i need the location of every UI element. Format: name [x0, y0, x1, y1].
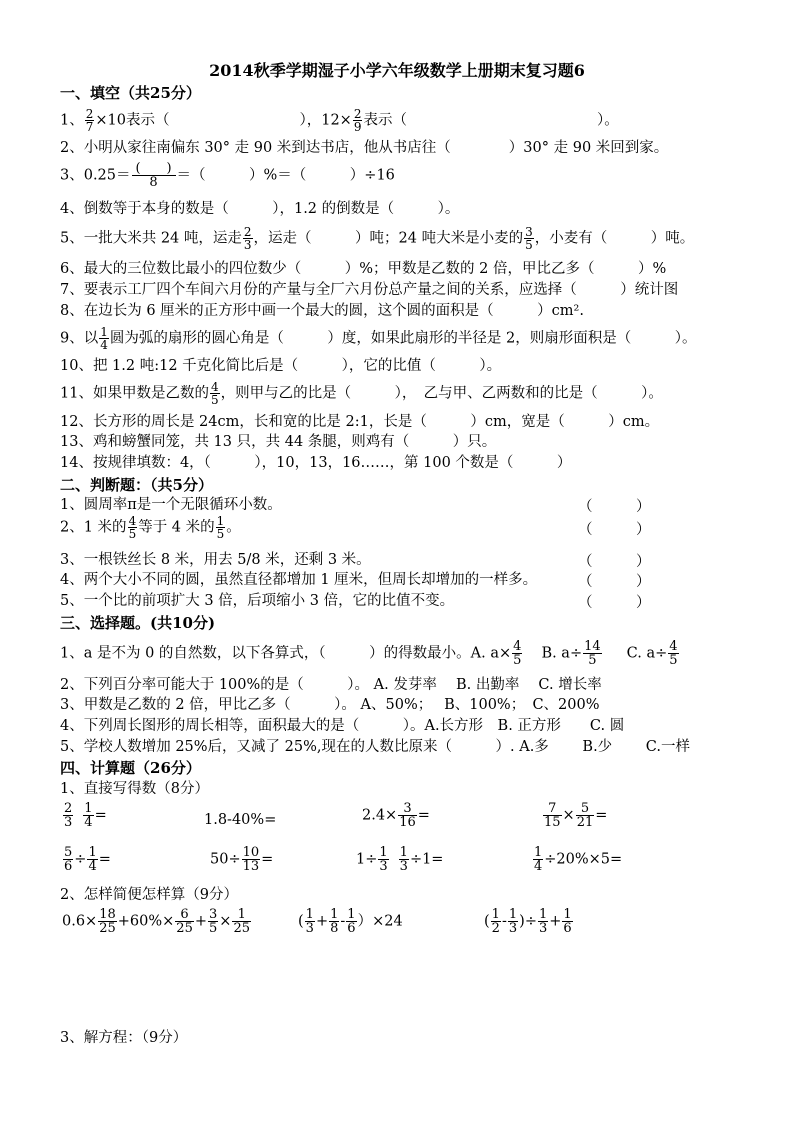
numerator: 18: [99, 907, 116, 922]
q-text: 2、1 米的: [60, 519, 127, 536]
numerator: 1: [491, 907, 500, 922]
subsection-equations: 3、解方程：（9分）: [60, 1030, 188, 1046]
minus-sign: -: [340, 913, 346, 930]
denominator: 13: [242, 859, 260, 874]
question-1-4: 4、倒数等于本身的数是（ ），1.2 的倒数是（ ）。: [60, 201, 460, 217]
fraction: [128, 515, 138, 540]
section-heading-calculation: 四、计算题（26分）: [60, 759, 201, 777]
expr-simplify-2: [298, 908, 403, 935]
expr-1-div-1-3: [356, 846, 443, 873]
denominator: 4: [100, 338, 108, 352]
times-sign: ×: [562, 807, 575, 824]
fraction: [533, 846, 543, 873]
denominator: 15: [544, 815, 561, 830]
q-text: 圆为弧的扇形的圆心角是（ ）度，如果此扇形的半径是 2，则扇形面积是（ ）。: [109, 330, 697, 347]
section-heading-true-false: 二、判断题：（共5分）: [60, 476, 213, 494]
paren: ): [519, 913, 525, 930]
fraction: [305, 908, 315, 935]
times-sign: ×: [219, 913, 232, 930]
q-text: ），12×: [299, 112, 352, 129]
q-text: ，小麦有（ ）吨。: [534, 230, 695, 247]
answer-paren: （ ）: [578, 574, 651, 590]
denominator: 25: [99, 921, 116, 936]
numerator: ( ): [132, 162, 176, 176]
denominator: 8: [330, 921, 339, 936]
numerator: 2: [353, 107, 362, 121]
denominator: 5: [209, 921, 218, 936]
fraction: [175, 908, 194, 935]
denominator: 6: [64, 859, 73, 874]
denominator: 5: [588, 653, 597, 668]
q-text: 50÷: [210, 851, 241, 868]
numerator: 14: [584, 639, 601, 654]
expr-2-4-times: [362, 802, 430, 829]
q-text: +60%×: [117, 913, 175, 930]
fraction: [576, 802, 595, 829]
question-1-8: 8、在边长为 6 厘米的正方形中画一个最大的圆，这个圆的面积是（ ）cm².: [60, 303, 584, 319]
fraction: [87, 846, 97, 873]
question-1-1: [60, 108, 619, 133]
q-text: 等于 4 米的: [138, 519, 215, 536]
denominator: 5: [128, 527, 137, 541]
expr-simplify-3: [484, 908, 574, 935]
question-3-3: 3、甲数是乙数的 2 倍，甲比乙多（ ）。 A、50%； B、100%； C、200%: [60, 697, 600, 713]
denominator: 3: [399, 859, 408, 874]
fraction: [132, 162, 176, 189]
denominator: 3: [305, 921, 314, 936]
q-text: ×10表示（: [95, 112, 170, 129]
answer-paren: （ ）: [578, 595, 651, 611]
fraction: [242, 846, 261, 873]
fraction: [524, 226, 534, 251]
q-text: 9、以: [60, 330, 99, 347]
answer-paren: （ ）: [578, 499, 651, 515]
denominator: 25: [233, 921, 250, 936]
fraction: [216, 515, 226, 540]
question-2-1: 1、圆周率π是一个无限循环小数。: [60, 497, 282, 513]
q-text: ，运走（ ）吨；24 吨大米是小麦的: [253, 230, 524, 247]
question-2-2: [60, 515, 241, 540]
subsection-direct-answer: 1、直接写得数（8分）: [60, 781, 209, 797]
numerator: 3: [525, 225, 533, 239]
denominator: 3: [508, 921, 518, 936]
fraction: [210, 381, 220, 406]
question-1-2: 2、小明从家往南偏东 30° 走 90 米到达书店，他从书店往（ ）30° 走 90 米回到家。: [60, 140, 669, 156]
page-title: 2014秋季学期湿子小学六年级数学上册期末复习题6: [209, 61, 585, 80]
q-text: 3、0.25＝: [60, 167, 131, 184]
answer-paren: （ ）: [578, 522, 651, 538]
denominator: 6: [347, 921, 356, 936]
fraction: [63, 802, 73, 829]
fraction: [99, 326, 109, 351]
numerator: 1: [538, 907, 548, 922]
q-text: 0.6×: [62, 913, 98, 930]
equals: =: [98, 851, 111, 868]
denominator: 3: [538, 921, 548, 936]
q-text: 11、如果甲数是乙数的: [60, 385, 209, 402]
q-text: 1÷: [356, 851, 378, 868]
q-number: 1、: [60, 112, 84, 129]
equals: =: [595, 807, 608, 824]
expr-simplify-1: [62, 908, 252, 935]
fraction: [98, 908, 117, 935]
equals: =: [417, 807, 430, 824]
fraction: [378, 846, 388, 873]
expr-2-3-1-4: [62, 802, 107, 829]
fraction: [491, 908, 501, 935]
denominator: 5: [216, 527, 225, 541]
numerator: 1: [508, 907, 518, 922]
expr-1-8-minus-40: 1.8-40%=: [204, 812, 277, 828]
fraction: [512, 640, 522, 667]
numerator: 5: [576, 802, 595, 816]
paren: (: [298, 913, 304, 930]
numerator: 3: [209, 907, 218, 922]
numerator: 1: [88, 845, 97, 860]
fraction: [353, 108, 363, 133]
numerator: 4: [669, 639, 678, 654]
q-text: ÷1=: [409, 851, 444, 868]
numerator: 2: [64, 801, 73, 816]
q-text: B. a÷: [541, 645, 583, 662]
question-1-5: [60, 226, 694, 251]
equals: =: [94, 807, 107, 824]
numerator: 1: [100, 325, 108, 339]
fraction: [329, 908, 339, 935]
numerator: 1: [399, 845, 408, 860]
fraction: [583, 640, 602, 667]
numerator: 4: [513, 639, 522, 654]
q-text: ＝（ ）%＝（ ）÷16: [176, 167, 395, 184]
subsection-simplify: 2、怎样简便怎样算（9分）: [60, 887, 238, 903]
denominator: 5: [669, 653, 678, 668]
question-1-3: [60, 162, 395, 189]
fraction: [85, 108, 95, 133]
fraction: [398, 802, 417, 829]
q-text: 5、一批大米共 24 吨，运走: [60, 230, 242, 247]
numerator: 4: [128, 514, 137, 528]
numerator: 7: [543, 802, 562, 816]
fraction: [346, 908, 356, 935]
denominator: 6: [563, 921, 572, 936]
numerator: 2: [85, 107, 94, 121]
fraction: [668, 640, 678, 667]
denominator: 25: [176, 921, 193, 936]
question-2-5: 5、一个比的前项扩大 3 倍，后项缩小 3 倍，它的比值不变。: [60, 593, 455, 609]
fraction: [208, 908, 218, 935]
plus-sign: +: [194, 913, 207, 930]
fraction: [508, 908, 518, 935]
plus-sign: +: [549, 913, 562, 930]
denominator: 4: [534, 859, 543, 874]
question-1-11: [60, 381, 663, 406]
denominator: 21: [576, 815, 594, 830]
question-1-13: 13、鸡和螃蟹同笼，共 13 只，共 44 条腿，则鸡有（ ）只。: [60, 434, 497, 450]
fraction: [232, 908, 251, 935]
plus-sign: +: [315, 913, 329, 930]
minus-sign: -: [501, 913, 507, 930]
question-1-9: [60, 326, 696, 351]
question-3-5: 5、学校人数增加 25%后，又减了 25%,现在的人数比原来（ ）. A.多 B.少 C.一样: [60, 739, 690, 755]
denominator: 8: [149, 175, 158, 190]
numerator: 1: [534, 845, 543, 860]
numerator: 6: [175, 908, 194, 922]
expr-5-6-div-1-4: [62, 846, 111, 873]
q-text: ，则甲与乙的比是（ ）， 乙与甲、乙两数和的比是（ ）。: [220, 385, 663, 402]
section-heading-multiple-choice: 三、选择题。(共10分): [60, 614, 216, 632]
question-2-4: 4、两个大小不同的圆，虽然直径都增加 1 厘米，但周长却增加的一样多。: [60, 572, 538, 588]
q-text: 表示（: [363, 112, 407, 129]
q-text: 2.4×: [362, 807, 398, 824]
denominator: 9: [353, 120, 362, 134]
q-text: ）×24: [357, 913, 403, 930]
denominator: 16: [399, 815, 416, 830]
fraction: [562, 908, 572, 935]
q-text: ÷20%×5=: [544, 851, 623, 868]
denominator: 3: [379, 859, 388, 874]
numerator: 1: [563, 907, 572, 922]
numerator: 1: [347, 907, 356, 922]
numerator: 1: [216, 514, 225, 528]
question-1-7: 7、要表示工厂四个车间六月份的产量与全厂六月份总产量之间的关系，应选择（ ）统计图: [60, 282, 679, 298]
numerator: 1: [379, 845, 388, 860]
question-1-14: 14、按规律填数：4，（ ），10，13，16……，第 100 个数是（ ）: [60, 455, 572, 471]
fraction: [543, 802, 562, 829]
q-text: C. a÷: [626, 645, 668, 662]
question-1-10: 10、把 1.2 吨:12 千克化简比后是（ ），它的比值（ ）。: [60, 358, 502, 374]
numerator: 1: [305, 907, 314, 922]
numerator: 5: [64, 845, 73, 860]
denominator: 5: [525, 238, 533, 252]
question-1-12: 12、长方形的周长是 24cm，长和宽的比是 2:1，长是（ ）cm，宽是（ ）cm。: [60, 414, 660, 430]
fraction: [243, 226, 253, 251]
numerator: 1: [84, 801, 93, 816]
numerator: 1: [232, 908, 251, 922]
question-1-6: 6、最大的三位数比最小的四位数少（ ）%；甲数是乙数的 2 倍，甲比乙多（ ）%: [60, 261, 667, 277]
paren: (: [484, 913, 490, 930]
numerator: 4: [210, 380, 219, 394]
answer-paren: （ ）: [578, 554, 651, 570]
numerator: 10: [242, 845, 260, 860]
denominator: 4: [88, 859, 97, 874]
numerator: 2: [243, 225, 252, 239]
divide-sign: ÷: [74, 851, 87, 868]
fraction: [63, 846, 73, 873]
question-3-4: 4、下列周长图形的周长相等，面积最大的是（ ）。A.长方形 B. 正方形 C. 圆: [60, 718, 625, 734]
question-3-1: [60, 640, 680, 667]
denominator: 4: [84, 815, 93, 830]
expr-7-15-times-5-21: [542, 802, 607, 829]
denominator: 5: [513, 653, 522, 668]
expr-1-4-div-20: [532, 846, 622, 873]
expr-50-div: [210, 846, 273, 873]
denominator: 2: [491, 921, 500, 936]
section-heading-fill-blank: 一、填空（共25分）: [60, 84, 201, 102]
denominator: 3: [64, 815, 73, 830]
numerator: 3: [398, 802, 417, 816]
q-text: 。: [226, 519, 241, 536]
fraction: [399, 846, 409, 873]
fraction: [83, 802, 93, 829]
denominator: 3: [243, 238, 252, 252]
equals: =: [261, 851, 274, 868]
denominator: 5: [210, 393, 219, 407]
denominator: 7: [85, 120, 94, 134]
q-text: ）。: [596, 112, 619, 129]
question-3-2: 2、下列百分率可能大于 100%的是（ ）。 A. 发芽率 B. 出勤率 C. 增长率: [60, 677, 602, 693]
numerator: 1: [330, 907, 339, 922]
question-2-3: 3、一根铁丝长 8 米，用去 5/8 米，还剩 3 米。: [60, 552, 371, 568]
q-text: 1、a 是不为 0 的自然数，以下各算式，（ ）的得数最小。A. a×: [60, 645, 512, 662]
divide-sign: ÷: [524, 913, 537, 930]
fraction: [538, 908, 548, 935]
